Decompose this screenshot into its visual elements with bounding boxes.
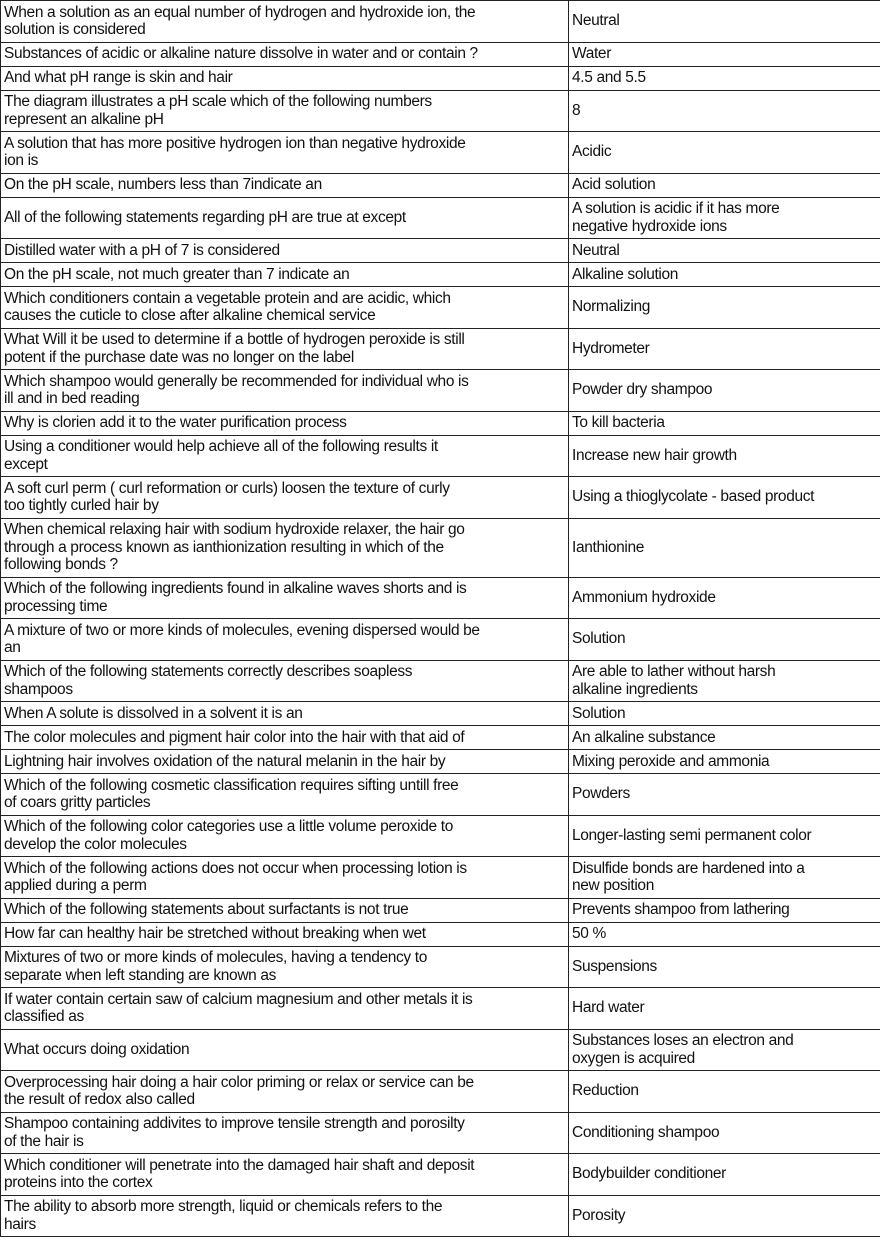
- question-cell: Which of the following statements correctly describes soapless shampoos: [1, 660, 569, 702]
- answer-cell: Bodybuilder conditioner: [569, 1154, 880, 1196]
- table-row: [1, 1071, 880, 1113]
- answer-cell: Reduction: [569, 1071, 880, 1113]
- answer-cell: Acid solution: [569, 173, 880, 197]
- question-cell: Which conditioner will penetrate into the damaged hair shaft and deposit proteins into the cortex: [1, 1154, 569, 1196]
- answer-cell: 4.5 and 5.5: [569, 66, 880, 90]
- question-cell: Which of the following statements about surfactants is not true: [1, 898, 569, 922]
- table-row: [1, 774, 880, 816]
- table-row: [1, 328, 880, 370]
- table-row: [1, 815, 880, 857]
- table-row: [1, 1154, 880, 1196]
- answer-cell: 50 %: [569, 922, 880, 946]
- answer-cell: An alkaline substance: [569, 726, 880, 750]
- question-cell: Overprocessing hair doing a hair color priming or relax or service can be the result of redox also called: [1, 1071, 569, 1113]
- answer-cell: Ammonium hydroxide: [569, 577, 880, 619]
- table-row: [1, 370, 880, 412]
- question-cell: If water contain certain saw of calcium magnesium and other metals it is classified as: [1, 988, 569, 1030]
- table-row: [1, 898, 880, 922]
- answer-cell: Alkaline solution: [569, 263, 880, 287]
- answer-cell: Acidic: [569, 132, 880, 174]
- table-row: [1, 518, 880, 577]
- answer-cell: Powder dry shampoo: [569, 370, 880, 412]
- table-row: [1, 173, 880, 197]
- table-row: [1, 435, 880, 477]
- table-row: [1, 750, 880, 774]
- question-cell: When chemical relaxing hair with sodium hydroxide relaxer, the hair go through a process known as ianthionization resulting in which of the following bonds ?: [1, 518, 569, 577]
- table-row: [1, 197, 880, 239]
- question-cell: The ability to absorb more strength, liquid or chemicals refers to the hairs: [1, 1195, 569, 1237]
- answer-cell: Prevents shampoo from lathering: [569, 898, 880, 922]
- table-row: [1, 1, 880, 43]
- table-row: [1, 988, 880, 1030]
- question-cell: What Will it be used to determine if a bottle of hydrogen peroxide is still potent if the purchase date was no longer on the label: [1, 328, 569, 370]
- table-row: [1, 477, 880, 519]
- question-cell: Mixtures of two or more kinds of molecules, having a tendency to separate when left standing are known as: [1, 946, 569, 988]
- table-row: [1, 577, 880, 619]
- table-row: [1, 702, 880, 726]
- question-cell: Which of the following cosmetic classification requires sifting untill free of coars gritty particles: [1, 774, 569, 816]
- question-cell: Substances of acidic or alkaline nature dissolve in water and or contain ?: [1, 42, 569, 66]
- answer-cell: Water: [569, 42, 880, 66]
- answer-cell: Disulfide bonds are hardened into a new position: [569, 857, 880, 899]
- question-cell: Lightning hair involves oxidation of the natural melanin in the hair by: [1, 750, 569, 774]
- table-row: [1, 922, 880, 946]
- question-cell: On the pH scale, numbers less than 7indicate an: [1, 173, 569, 197]
- table-row: [1, 90, 880, 132]
- answer-cell: Longer-lasting semi permanent color: [569, 815, 880, 857]
- question-cell: Which of the following actions does not occur when processing lotion is applied during a perm: [1, 857, 569, 899]
- question-cell: Using a conditioner would help achieve all of the following results it except: [1, 435, 569, 477]
- table-row: [1, 1112, 880, 1154]
- table-row: [1, 42, 880, 66]
- answer-cell: Substances loses an electron and oxygen is acquired: [569, 1029, 880, 1071]
- question-cell: Which of the following color categories use a little volume peroxide to develop the color molecules: [1, 815, 569, 857]
- answer-cell: Suspensions: [569, 946, 880, 988]
- answer-cell: Ianthionine: [569, 518, 880, 577]
- question-cell: When a solution as an equal number of hydrogen and hydroxide ion, the solution is considered: [1, 1, 569, 43]
- table-row: [1, 287, 880, 329]
- question-cell: On the pH scale, not much greater than 7 indicate an: [1, 263, 569, 287]
- question-cell: How far can healthy hair be stretched without breaking when wet: [1, 922, 569, 946]
- answer-cell: 8: [569, 90, 880, 132]
- question-cell: All of the following statements regarding pH are true at except: [1, 197, 569, 239]
- answer-cell: Mixing peroxide and ammonia: [569, 750, 880, 774]
- question-cell: And what pH range is skin and hair: [1, 66, 569, 90]
- answer-cell: Normalizing: [569, 287, 880, 329]
- table-row: [1, 857, 880, 899]
- answer-cell: Hydrometer: [569, 328, 880, 370]
- table-row: [1, 1029, 880, 1071]
- table-row: [1, 66, 880, 90]
- answer-cell: Porosity: [569, 1195, 880, 1237]
- table-row: [1, 1195, 880, 1237]
- question-cell: The color molecules and pigment hair color into the hair with that aid of: [1, 726, 569, 750]
- question-cell: Which shampoo would generally be recommended for individual who is ill and in bed reading: [1, 370, 569, 412]
- question-cell: Shampoo containing addivites to improve tensile strength and porosilty of the hair is: [1, 1112, 569, 1154]
- table-row: [1, 619, 880, 661]
- table-row: [1, 239, 880, 263]
- answer-cell: Increase new hair growth: [569, 435, 880, 477]
- question-cell: Which conditioners contain a vegetable protein and are acidic, which causes the cuticle to close after alkaline chemical service: [1, 287, 569, 329]
- answer-cell: Are able to lather without harsh alkaline ingredients: [569, 660, 880, 702]
- table-row: [1, 263, 880, 287]
- question-cell: A mixture of two or more kinds of molecules, evening dispersed would be an: [1, 619, 569, 661]
- answer-cell: Using a thioglycolate - based product: [569, 477, 880, 519]
- question-cell: Why is clorien add it to the water purification process: [1, 411, 569, 435]
- table-row: [1, 411, 880, 435]
- answer-cell: To kill bacteria: [569, 411, 880, 435]
- answer-cell: Solution: [569, 702, 880, 726]
- table-row: [1, 726, 880, 750]
- answer-cell: Neutral: [569, 239, 880, 263]
- answer-cell: Hard water: [569, 988, 880, 1030]
- question-cell: A soft curl perm ( curl reformation or curls) loosen the texture of curly too tightly curled hair by: [1, 477, 569, 519]
- question-cell: Distilled water with a pH of 7 is considered: [1, 239, 569, 263]
- qa-table-body: [1, 1, 880, 1237]
- answer-cell: Conditioning shampoo: [569, 1112, 880, 1154]
- table-row: [1, 946, 880, 988]
- answer-cell: A solution is acidic if it has more negative hydroxide ions: [569, 197, 880, 239]
- table-row: [1, 132, 880, 174]
- answer-cell: Solution: [569, 619, 880, 661]
- question-cell: When A solute is dissolved in a solvent it is an: [1, 702, 569, 726]
- question-cell: The diagram illustrates a pH scale which of the following numbers represent an alkaline pH: [1, 90, 569, 132]
- table-row: [1, 660, 880, 702]
- answer-cell: Powders: [569, 774, 880, 816]
- answer-cell: Neutral: [569, 1, 880, 43]
- question-cell: What occurs doing oxidation: [1, 1029, 569, 1071]
- question-cell: A solution that has more positive hydrogen ion than negative hydroxide ion is: [1, 132, 569, 174]
- question-cell: Which of the following ingredients found in alkaline waves shorts and is processing time: [1, 577, 569, 619]
